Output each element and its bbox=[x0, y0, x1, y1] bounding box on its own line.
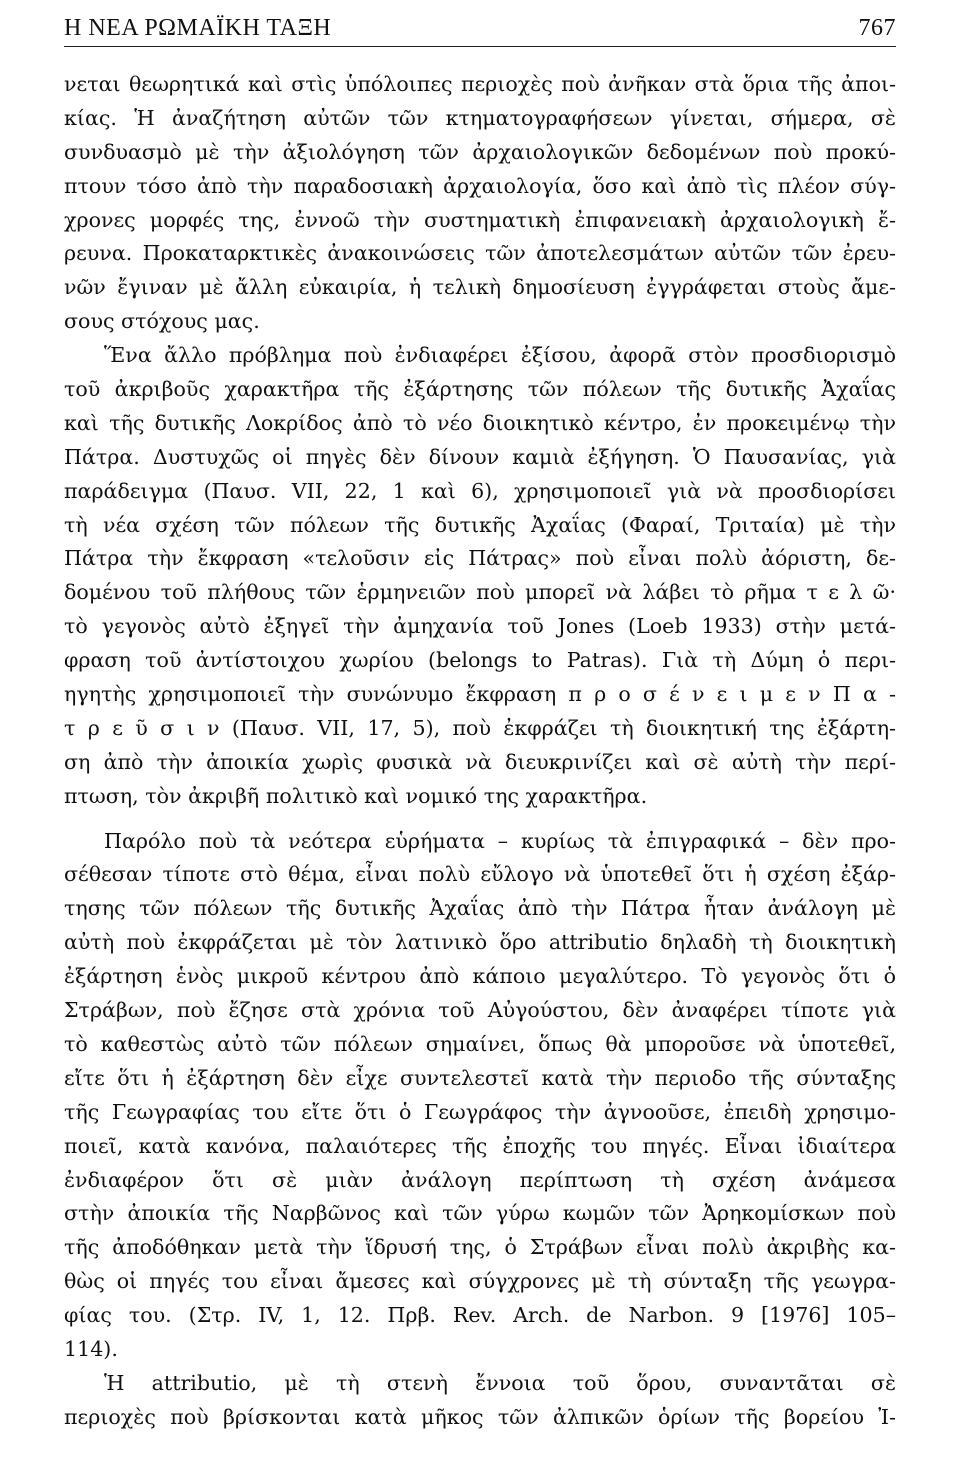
text-line: καὶ τῆς δυτικῆς Λοκρίδος ἀπὸ τὸ νέο διοικητικὸ κέντρο, ἐν προκειμένῳ τὴν bbox=[64, 410, 896, 435]
text-line: στὴν ἀποικία τῆς Ναρβῶνος καὶ τῶν γύρω κωμῶν τῶν Ἀρηκομίσκων ποὺ bbox=[64, 1201, 896, 1226]
text-line: συνδυασμὸ μὲ τὴν ἀξιολόγηση τῶν ἀρχαιολογικῶν δεδομένων ποὺ προκύ- bbox=[64, 139, 896, 164]
text-line: Πάτρα. Δυστυχῶς οἱ πηγὲς δὲν δίνουν καμιὰ ἐξήγηση. Ὁ Παυσανίας, γιὰ bbox=[64, 444, 896, 469]
text-line: τῆς Γεωγραφίας του εἴτε ὅτι ὁ Γεωγράφος τὴν ἀγνοοῦσε, ἐπειδὴ χρησιμο- bbox=[64, 1099, 896, 1124]
text-line: φραση τοῦ ἀντίστοιχου χωρίου (belongs to Patras). Γιὰ τὴ Δύμη ὁ περι- bbox=[64, 648, 896, 673]
text-line: τὴ νέα σχέση τῶν πόλεων τῆς δυτικῆς Ἀχαΐας (Φαραί, Τριταία) μὲ τὴν bbox=[64, 512, 896, 537]
text-line: σους στόχους μας. bbox=[64, 309, 260, 334]
text-line: Παρόλο ποὺ τὰ νεότερα εὑρήματα – κυρίως τὰ ἐπιγραφικά – δὲν προ- bbox=[104, 828, 896, 853]
text-line: κίας. Ἡ ἀναζήτηση αὐτῶν τῶν κτηματογραφήσεων γίνεται, σήμερα, σὲ bbox=[64, 105, 896, 130]
text-line: τὸ γεγονὸς αὐτὸ ἐξηγεῖ τὴν ἀμηχανία τοῦ Jones (Loeb 1933) στὴν μετά- bbox=[64, 614, 896, 639]
text-line: τ ρ ε ῦ σ ι ν (Παυσ. VII, 17, 5), ποὺ ἐκφράζει τὴ διοικητική της ἐξάρτη- bbox=[64, 715, 896, 740]
text-line: σέθεσαν τίποτε στὸ θέμα, εἶναι πολὺ εὔλογο νὰ ὑποτεθεῖ ὅτι ἡ σχέση ἐξάρ- bbox=[64, 862, 896, 887]
text-line: ἐξάρτηση ἑνὸς μικροῦ κέντρου ἀπὸ κάποιο μεγαλύτερο. Τὸ γεγονὸς ὅτι ὁ bbox=[64, 964, 896, 989]
text-line: νεται θεωρητικά καὶ στὶς ὑπόλοιπες περιοχὲς ποὺ ἀνῆκαν στὰ ὅρια τῆς ἀποι- bbox=[64, 72, 896, 96]
text-line: πτουν τόσο ἀπὸ τὴν παραδοσιακὴ ἀρχαιολογία, ὅσο καὶ ἀπὸ τὶς πλέον σύγ- bbox=[64, 173, 896, 198]
body-text bbox=[64, 68, 896, 1435]
text-line: φίας του. (Στρ. IV, 1, 12. Πρβ. Rev. Arch. de Narbon. 9 [1976] 105– bbox=[64, 1303, 896, 1328]
text-line: τῆς ἀποδόθηκαν μετὰ τὴν ἵδρυσή της, ὁ Στράβων εἶναι πολὺ ἀκριβὴς κα- bbox=[64, 1235, 896, 1260]
running-title: Η ΝΕΑ ΡΩΜΑΪΚΗ ΤΑΞΗ bbox=[64, 15, 332, 41]
paragraph-4 bbox=[64, 1367, 896, 1435]
text-line: ρευνα. Προκαταρκτικὲς ἀνακοινώσεις τῶν ἀποτελεσμάτων αὐτῶν τῶν ἐρευ- bbox=[64, 241, 896, 266]
text-line: εἴτε ὅτι ἡ ἐξάρτηση δὲν εἶχε συντελεστεῖ κατὰ τὴν περιοδο τῆς σύνταξης bbox=[64, 1065, 896, 1090]
page-number: 767 bbox=[858, 15, 896, 41]
paragraph-1 bbox=[64, 68, 896, 339]
text-line: ηγητὴς χρησιμοποιεῖ τὴν συνώνυμο ἔκφραση π ρ ο σ έ ν ε ι μ ε ν Π α - bbox=[64, 682, 896, 707]
text-line: Ἡ attributio, μὲ τὴ στενὴ ἔννοια τοῦ ὅρου, συναντᾶται σὲ bbox=[104, 1370, 896, 1395]
text-line: πτωση, τὸν ἀκριβῆ πολιτικὸ καὶ νομικό της χαρακτῆρα. bbox=[64, 783, 648, 808]
text-line: τησης τῶν πόλεων τῆς δυτικῆς Ἀχαΐας ἀπὸ τὴν Πάτρα ἦταν ἀνάλογη μὲ bbox=[64, 896, 896, 921]
paragraph-3 bbox=[64, 825, 896, 1367]
text-line: παράδειγμα (Παυσ. VII, 22, 1 καὶ 6), χρησιμοποιεῖ γιὰ νὰ προσδιορίσει bbox=[64, 478, 896, 503]
text-line: νῶν ἔγιναν μὲ ἄλλη εὐκαιρία, ἡ τελικὴ δημοσίευση ἐγγράφεται στοὺς ἄμε- bbox=[64, 275, 896, 300]
paragraph-2 bbox=[64, 339, 896, 813]
text-line: τὸ καθεστὼς αὐτὸ τῶν πόλεων σημαίνει, ὅπως θὰ μποροῦσε νὰ ὑποτεθεῖ, bbox=[64, 1031, 896, 1056]
running-header bbox=[64, 6, 896, 42]
text-line: ση ἀπὸ τὴν ἀποικία χωρὶς φυσικὰ νὰ διευκρινίζει καὶ σὲ αὐτὴ τὴν περί- bbox=[64, 749, 896, 774]
header-rule bbox=[64, 46, 896, 47]
text-line: Πάτρα τὴν ἔκφραση «τελοῦσιν εἰς Πάτρας» ποὺ εἶναι πολὺ ἀόριστη, δε- bbox=[64, 546, 896, 571]
text-line: ἐνδιαφέρον ὅτι σὲ μιὰν ἀνάλογη περίπτωση τὴ σχέση ἀνάμεσα bbox=[64, 1167, 896, 1192]
text-line: ποιεῖ, κατὰ κανόνα, παλαιότερες τῆς ἐποχῆς του πηγές. Εἶναι ἰδιαίτερα bbox=[64, 1133, 896, 1158]
text-line: περιοχὲς ποὺ βρίσκονται κατὰ μῆκος τῶν ἀλπικῶν ὁρίων τῆς βορείου Ἰ- bbox=[64, 1404, 896, 1429]
text-line: Στράβων, ποὺ ἔζησε στὰ χρόνια τοῦ Αὐγούστου, δὲν ἀναφέρει τίποτε γιὰ bbox=[64, 998, 896, 1023]
document-page bbox=[64, 0, 896, 1478]
text-line: θὼς οἱ πηγές του εἶναι ἄμεσες καὶ σύγχρονες μὲ τὴ σύνταξη τῆς γεωγρα- bbox=[64, 1269, 896, 1294]
text-line: τοῦ ἀκριβοῦς χαρακτῆρα τῆς ἐξάρτησης τῶν πόλεων τῆς δυτικῆς Ἀχαΐας bbox=[64, 377, 896, 402]
text-line: Ἕνα ἄλλο πρόβλημα ποὺ ἐνδιαφέρει ἐξίσου, ἀφορᾶ στὸν προσδιορισμὸ bbox=[104, 343, 896, 368]
text-line: χρονες μορφές της, ἐννοῶ τὴν συστηματικὴ ἐπιφανειακὴ ἀρχαιολογικὴ ἔ- bbox=[64, 207, 896, 232]
text-line: 114). bbox=[64, 1336, 118, 1361]
text-line: αὐτὴ ποὺ ἐκφράζεται μὲ τὸν λατινικὸ ὅρο attributio δηλαδὴ τὴ διοικητικὴ bbox=[64, 930, 896, 955]
text-line: δομένου τοῦ πλήθους τῶν ἑρμηνειῶν ποὺ μπορεῖ νὰ λάβει τὸ ρῆμα τ ε λ ῶ· bbox=[64, 580, 896, 605]
